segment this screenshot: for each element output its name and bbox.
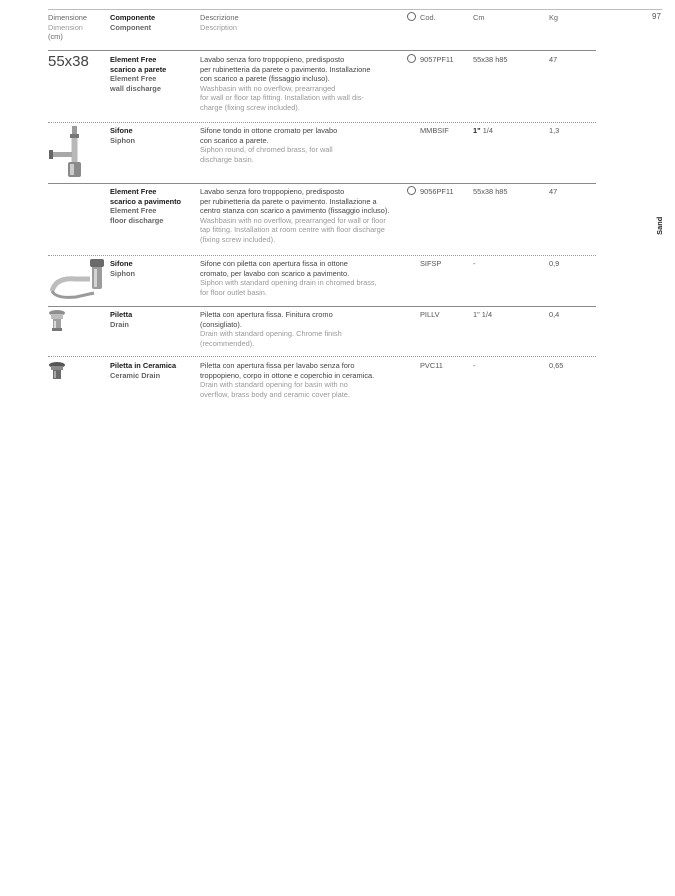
header-cm: Cm bbox=[473, 13, 485, 22]
row-5-kg: 0,65 bbox=[549, 361, 564, 370]
row-0-component: Element Free scarico a parete Element Free wall discharge bbox=[110, 55, 167, 93]
header-kg: Kg bbox=[549, 13, 559, 22]
row-separator bbox=[48, 255, 596, 256]
header-dimension-it: Dimensione bbox=[48, 13, 88, 22]
row-4-component: Piletta Drain bbox=[110, 310, 133, 329]
row-1-component: Sifone Siphon bbox=[110, 126, 136, 145]
row-5-description: Piletta con apertura fissa per lavabo senza foro troppopieno, corpo in ottone e coperchio in ceramica. Drain with standard opening for basin with no overflow, brass body and ceramic cover plate. bbox=[200, 361, 375, 399]
header-bottom-rule bbox=[48, 50, 596, 51]
code-circle-icon bbox=[407, 186, 416, 195]
row-1-kg: 1,3 bbox=[549, 126, 560, 135]
row-2-component: Element Free scarico a pavimento Element Free floor discharge bbox=[110, 187, 182, 225]
row-separator bbox=[48, 306, 596, 307]
row-2-kg: 47 bbox=[549, 187, 558, 196]
header-code bbox=[407, 12, 436, 23]
row-5-code: PVC11 bbox=[420, 361, 443, 370]
row-2-cm: 55x38 h85 bbox=[473, 187, 508, 196]
row-3-code: SIFSP bbox=[420, 259, 442, 268]
header-dimension-en: Dimension bbox=[48, 22, 83, 32]
row-3-kg: 0,9 bbox=[549, 259, 560, 268]
row-0-code: 9057PF11 bbox=[407, 54, 454, 65]
row-1-description: Sifone tondo in ottone cromato per lavabo con scarico a parete. Siphon round, of chromed brass, for wall discharge basin. bbox=[200, 126, 338, 164]
row-4-description: Piletta con apertura fissa. Finitura cromo (consigliato). Drain with standard opening. Chrome finish (recommended). bbox=[200, 310, 342, 348]
row-0-cm: 55x38 h85 bbox=[473, 55, 508, 64]
row-5-cm: - bbox=[473, 361, 476, 370]
code-circle-icon bbox=[407, 54, 416, 63]
dimension-value: 55x38 bbox=[48, 53, 89, 70]
header-description-it: Descrizione bbox=[200, 13, 239, 22]
row-0-description: Lavabo senza foro troppopieno, predisposto per rubinetteria da parete o pavimento. Installazione con scarico a parete (fissaggio incluso). Washbasin with no overflow, prearranged for wall or floor tap fitting. Installation with wall dis- charge (fixing screw included). bbox=[200, 55, 371, 112]
header-description bbox=[200, 13, 239, 32]
row-2-description: Lavabo senza foro troppopieno, predisposto per rubinetteria da parete o pavimento. Installazione a centro stanza con scarico a pavimento (fissaggio incluso). Washbasin with no overflow, prearranged for wall or floor tap fitting. Installation at room centre with floor discharge (fixing screw included). bbox=[200, 187, 390, 244]
row-4-kg: 0,4 bbox=[549, 310, 560, 319]
row-4-cm: 1" 1/4 bbox=[473, 310, 493, 319]
floor-siphon-image bbox=[46, 257, 108, 301]
header-dimension bbox=[48, 13, 87, 42]
header-component bbox=[110, 13, 155, 32]
row-2-code: 9056PF11 bbox=[407, 186, 454, 197]
row-3-component: Sifone Siphon bbox=[110, 259, 136, 278]
header-code-label: Cod. bbox=[420, 13, 436, 22]
row-1-cm: 1" 1/4 bbox=[473, 126, 493, 135]
row-separator bbox=[48, 122, 596, 123]
header-description-en: Description bbox=[200, 22, 237, 32]
header-component-en: Component bbox=[110, 22, 152, 32]
wall-siphon-image bbox=[46, 124, 106, 182]
page-number: 97 bbox=[652, 12, 661, 21]
header-top-rule bbox=[48, 9, 662, 10]
row-4-code: PILLV bbox=[420, 310, 440, 319]
row-5-component: Piletta in Ceramica Ceramic Drain bbox=[110, 361, 177, 380]
row-separator bbox=[48, 356, 596, 357]
header-component-it: Componente bbox=[110, 13, 156, 22]
header-dimension-unit: (cm) bbox=[48, 32, 63, 42]
side-label: Sand bbox=[655, 216, 665, 235]
drain-image bbox=[48, 309, 66, 333]
row-separator bbox=[48, 183, 596, 184]
code-circle-icon bbox=[407, 12, 416, 21]
row-0-kg: 47 bbox=[549, 55, 558, 64]
row-3-description: Sifone con piletta con apertura fissa in ottone cromato, per lavabo con scarico a pavimento. Siphon with standard opening drain in chromed brass, for floor outlet basin. bbox=[200, 259, 377, 297]
row-3-cm: - bbox=[473, 259, 476, 268]
ceramic-drain-image bbox=[48, 361, 66, 381]
row-1-code: MMBSIF bbox=[420, 126, 449, 135]
